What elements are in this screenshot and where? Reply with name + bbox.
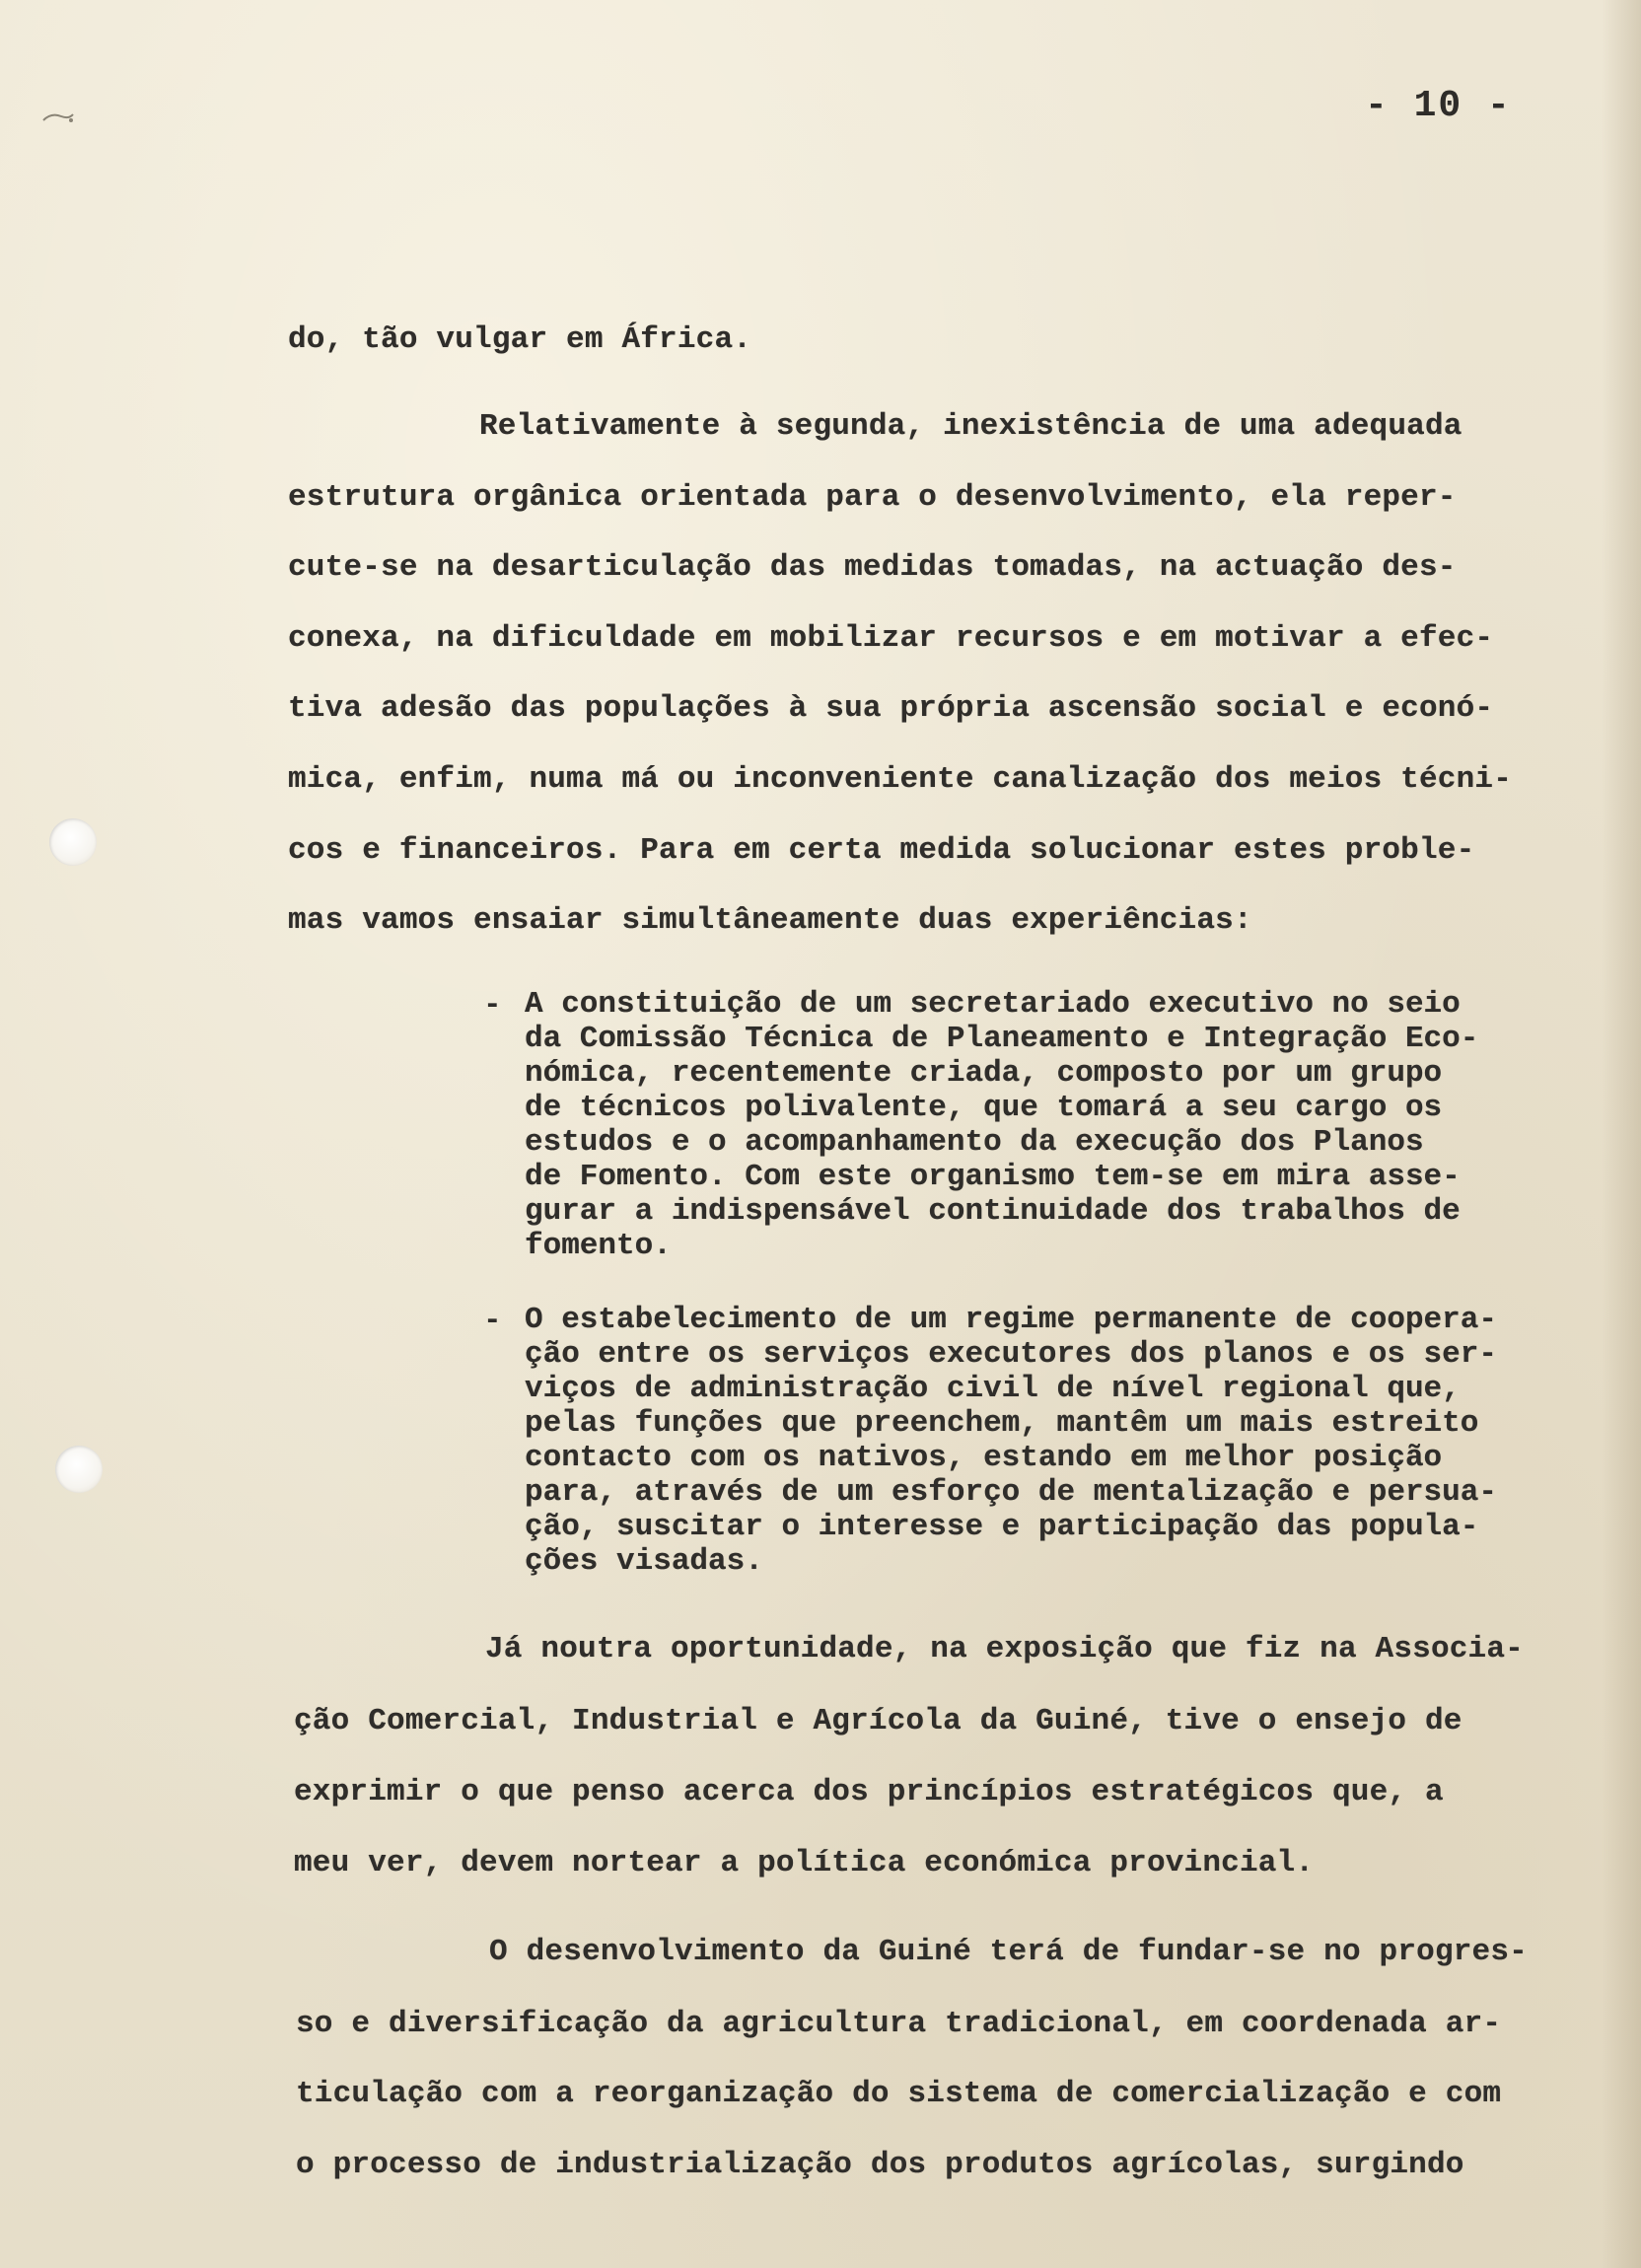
text-line: conexa, na dificuldade em mobilizar recursos e em motivar a efec- <box>288 621 1494 656</box>
bullet-line: de Fomento. Com este organismo tem-se em mira asse- <box>525 1160 1461 1194</box>
bullet-line: para, através de um esforço de mentalização e persua- <box>525 1475 1497 1510</box>
text-line: meu ver, devem nortear a política económica provincial. <box>294 1846 1315 1880</box>
text-line: O desenvolvimento da Guiné terá de fundar-se no progres- <box>489 1935 1528 1969</box>
text-line: mica, enfim, numa má ou inconveniente canalização dos meios técni- <box>288 762 1512 797</box>
text-line: cos e financeiros. Para em certa medida solucionar estes proble- <box>288 833 1475 868</box>
text-line: Já noutra oportunidade, na exposição que fiz na Associa- <box>485 1632 1524 1666</box>
bullet-line: O estabelecimento de um regime permanente de coopera- <box>525 1303 1497 1337</box>
bullet-line: nómica, recentemente criada, composto por um grupo <box>525 1056 1443 1091</box>
bullet-line: pelas funções que preenchem, mantêm um mais estreito <box>525 1406 1479 1441</box>
bullet-line: viços de administração civil de nível regional que, <box>525 1372 1461 1406</box>
bullet-line: de técnicos polivalente, que tomará a seu cargo os <box>525 1091 1443 1125</box>
bullet-line: ções visadas. <box>525 1544 763 1579</box>
corner-mark-icon <box>41 110 75 126</box>
bullet-dash: - <box>483 988 502 1023</box>
text-line: cute-se na desarticulação das medidas tomadas, na actuação des- <box>288 550 1457 585</box>
text-line: exprimir o que penso acerca dos princípios estratégicos que, a <box>294 1775 1444 1809</box>
text-line: ticulação com a reorganização do sistema de comercialização e com <box>296 2077 1502 2111</box>
text-line: ção Comercial, Industrial e Agrícola da Guiné, tive o ensejo de <box>294 1704 1463 1738</box>
text-line: do, tão vulgar em África. <box>288 322 752 357</box>
text-line: Relativamente à segunda, inexistência de uma adequada <box>479 409 1463 444</box>
bullet-dash: - <box>483 1304 502 1338</box>
text-line: estrutura orgânica orientada para o desenvolvimento, ela reper- <box>288 480 1457 515</box>
bullet-line: da Comissão Técnica de Planeamento e Integração Eco- <box>525 1022 1479 1056</box>
bullet-line: ção, suscitar o interesse e participação das popula- <box>525 1510 1479 1544</box>
text-line: mas vamos ensaiar simultâneamente duas experiências: <box>288 903 1252 938</box>
text-line: tiva adesão das populações à sua própria ascensão social e econó- <box>288 691 1494 726</box>
bullet-line: contacto com os nativos, estando em melhor posição <box>525 1441 1443 1475</box>
text-line: so e diversificação da agricultura tradicional, em coordenada ar- <box>296 2007 1502 2041</box>
bullet-line: fomento. <box>525 1229 672 1263</box>
text-line: o processo de industrialização dos produtos agrícolas, surgindo <box>296 2148 1464 2182</box>
bullet-line: estudos e o acompanhamento da execução dos Planos <box>525 1125 1424 1160</box>
punch-hole-top-icon <box>49 818 97 866</box>
page-number: - 10 - <box>1365 85 1512 127</box>
page-edge-shadow <box>1602 0 1641 2268</box>
bullet-line: A constituição de um secretariado executivo no seio <box>525 987 1461 1022</box>
bullet-line: ção entre os serviços executores dos planos e os ser- <box>525 1337 1497 1372</box>
punch-hole-bottom-icon <box>55 1446 103 1493</box>
bullet-line: gurar a indispensável continuidade dos trabalhos de <box>525 1194 1461 1229</box>
